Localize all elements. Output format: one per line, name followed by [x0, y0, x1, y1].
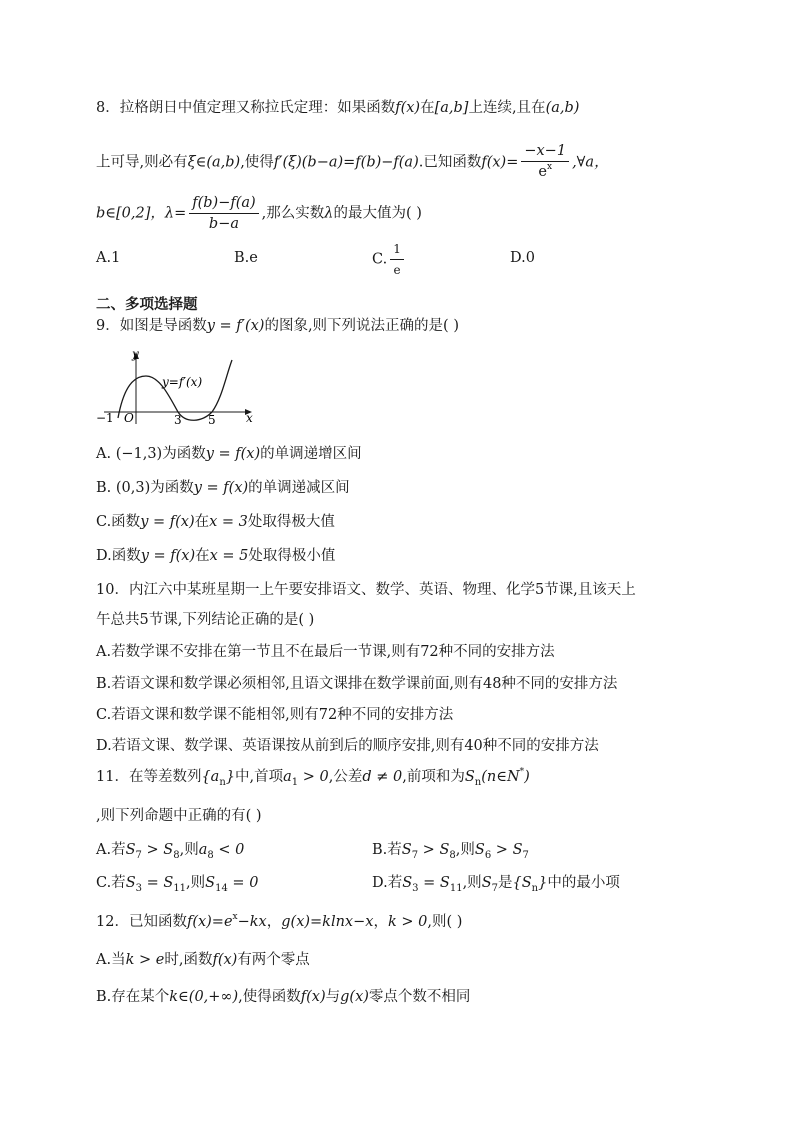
q11-sym: S: [125, 875, 136, 891]
x-axis-label: x: [246, 411, 253, 425]
q11-stem-line2: ,则下列命题中正确的有( ): [96, 808, 262, 824]
q12-text: 时,函数: [164, 952, 213, 968]
q11-op: >: [418, 842, 440, 858]
q8-option-d[interactable]: D.0: [510, 250, 535, 266]
q8-xi: ξ∈(a,b): [187, 154, 241, 171]
q10-option-a[interactable]: A.若数学课不安排在第一节且不在最后一节课,则有72种不同的安排方法: [96, 644, 555, 660]
q12-option-b-f: f(x): [300, 989, 326, 1005]
q8-option-c-fraction: [390, 240, 404, 279]
q11-sym: S: [125, 842, 136, 858]
q11-text: ,则: [455, 842, 475, 858]
q12-option-b-k: k∈(0,+∞): [169, 989, 239, 1005]
q12-option-a[interactable]: [96, 950, 310, 970]
q10-option-c[interactable]: C.若语文课和数学课不能相邻,则有72种不同的安排方法: [96, 707, 454, 723]
q11-option-d[interactable]: [372, 873, 620, 895]
q8-text: 在: [420, 100, 435, 116]
q9-text: 9．如图是导函数: [96, 318, 207, 334]
q9-option-c[interactable]: [96, 512, 335, 532]
q11-sym: S: [401, 842, 412, 858]
q11-sub: 8: [449, 850, 456, 861]
q12-text: ，: [266, 914, 282, 930]
q9-text: 的图象,则下列说法正确的是( ): [264, 318, 459, 334]
q8-text: 上可导,则必有: [96, 154, 188, 171]
q10-stem-line1: 10．内江六中某班星期一上午要安排语文、数学、英语、物理、化学5节课,且该天上: [96, 582, 636, 598]
q8-text: .已知函数: [418, 154, 482, 171]
derivative-curve: [118, 360, 232, 420]
q8-fx-eq: f(x)=: [481, 154, 519, 171]
q11-sym: S: [512, 842, 523, 858]
q11-a1: a: [283, 769, 292, 785]
q11-sub: 7: [135, 850, 142, 861]
q9-option-c-x: x = 3: [209, 514, 248, 530]
q11-text: ,公差: [328, 769, 363, 785]
q12-gx: g(x)=klnx−x: [281, 914, 374, 930]
q11-sn-star: *: [519, 767, 525, 777]
q8-fx: f(x): [395, 100, 421, 116]
q11-text: 中的最小项: [547, 875, 620, 891]
q8-lambda-fraction: [189, 194, 258, 233]
q12-text: ,使得函数: [238, 989, 301, 1005]
q11-sym: S: [439, 842, 450, 858]
q11-sym: {S: [512, 875, 532, 891]
q11-text: C.若: [96, 875, 126, 891]
q11-option-c[interactable]: [96, 873, 258, 895]
q8-frac-den-sup: x: [546, 162, 553, 172]
q11-sub: 8: [173, 850, 180, 861]
q9-text: 处取得极小值: [248, 548, 336, 564]
q9-text: 为函数: [150, 480, 194, 496]
q9-option-a-eq: y = f(x): [205, 446, 261, 462]
q8-mvt-equation: f′(ξ)(b−a)=f(b)−f(a): [273, 154, 419, 171]
q11-option-a[interactable]: [96, 840, 244, 862]
q11-text: ,则: [462, 875, 482, 891]
q12-option-a-f: f(x): [212, 952, 238, 968]
q8-frac-den: e: [538, 164, 547, 180]
q11-text: ,前项和为: [402, 769, 465, 785]
q8-closed-interval: [a,b]: [434, 100, 469, 116]
q8-forall: ,∀a，: [572, 154, 609, 171]
q11-text: 是: [498, 875, 513, 891]
q11-op: < 0: [213, 842, 245, 858]
q11-sym: S: [402, 875, 413, 891]
q8-text: 上连续,且在: [468, 100, 546, 116]
q11-stem-line1: [96, 767, 530, 789]
q11-op: =: [142, 875, 164, 891]
q9-option-d-x: x = 5: [209, 548, 249, 564]
q12-text: 有两个零点: [237, 952, 310, 968]
q11-sym: S: [163, 875, 174, 891]
q9-option-b-interval: B. (0,3): [96, 480, 151, 496]
q8-fraction: [521, 142, 569, 183]
q11-sn-close: ): [524, 769, 530, 785]
q11-seq-sub: n: [219, 777, 226, 788]
q12-option-b[interactable]: [96, 987, 470, 1007]
q11-op: = 0: [227, 875, 259, 891]
q12-k: k > 0: [387, 914, 428, 930]
q9-text: 的单调递减区间: [248, 480, 350, 496]
q8-stem-text: 8．拉格朗日中值定理又称拉氏定理：如果函数: [96, 100, 396, 116]
q10-option-d[interactable]: D.若语文课、数学课、英语课按从前到后的顺序安排,则有40种不同的安排方法: [96, 738, 599, 754]
q10-option-b[interactable]: B.若语文课和数学课必须相邻,且语文课排在数学课前面,则有48种不同的安排方法: [96, 676, 618, 692]
q8-lambda-den: b−a: [208, 216, 239, 232]
tick-3: 3: [174, 413, 182, 427]
q8-text: 的最大值为( ): [333, 205, 422, 222]
q12-text: A.当: [96, 952, 126, 968]
q12-option-a-k: k > e: [125, 952, 165, 968]
q11-text: B.若: [372, 842, 402, 858]
y-axis-label: y: [132, 347, 139, 361]
q9-text: 的单调递增区间: [260, 446, 362, 462]
q10-stem-line2: 午总共5节课,下列结论正确的是( ): [96, 612, 315, 628]
q9-text: 处取得极大值: [247, 514, 335, 530]
q8-option-c-num: 1: [390, 240, 404, 260]
q11-a1-sub: 1: [291, 777, 299, 788]
q12-option-b-g: g(x): [340, 989, 369, 1005]
q8-line3: [96, 194, 422, 233]
q11-text: D.若: [372, 875, 403, 891]
q9-option-c-eq: y = f(x): [140, 514, 195, 530]
q12-stem: [96, 912, 462, 934]
q12-text: 零点个数不相同: [368, 989, 471, 1005]
q11-sub: 7: [411, 850, 419, 861]
q11-op: >: [141, 842, 164, 858]
q11-option-b[interactable]: [372, 840, 529, 862]
q8-text: ,使得: [240, 154, 274, 171]
q12-text: 与: [325, 989, 341, 1005]
q9-stem: [96, 316, 459, 336]
q9-option-d[interactable]: [96, 546, 335, 566]
q9-text: 为函数: [162, 446, 206, 462]
q11-sym: a: [198, 842, 208, 858]
q11-text: 11．在等差数列: [96, 769, 202, 785]
q11-sn-paren: (n∈N: [481, 769, 520, 785]
q9-option-b[interactable]: [96, 478, 350, 498]
q12-fx: f(x)=e: [186, 914, 233, 930]
q11-d: d ≠ 0: [362, 769, 403, 785]
q12-fx-rest: −kx: [237, 914, 267, 930]
q11-sub: 7: [522, 850, 529, 861]
q11-text: 中,首项: [235, 769, 284, 785]
origin-label: O: [124, 411, 134, 425]
q9-text: 在: [195, 548, 210, 564]
q11-sub: 8: [207, 850, 214, 861]
q11-sub: 3: [135, 883, 142, 894]
q11-seq-close: }: [225, 769, 236, 785]
q9-option-a[interactable]: [96, 444, 362, 464]
q9-text: C.函数: [96, 514, 141, 530]
q9-option-a-interval: A. (−1,3): [96, 446, 163, 462]
q11-sn: S: [464, 769, 475, 785]
q11-sub: 14: [215, 883, 228, 894]
q9-derivative-graph: [94, 346, 264, 430]
q11-text: A.若: [96, 842, 126, 858]
section-heading: 二、多项选择题: [96, 297, 198, 313]
q11-sub: 11: [449, 883, 463, 894]
q8-line1: [96, 98, 579, 118]
q8-option-b[interactable]: B.e: [234, 250, 258, 266]
q8-lambda-eq: ，λ=: [150, 205, 187, 222]
q11-text: ,则: [186, 875, 206, 891]
q11-seq: {a: [201, 769, 220, 785]
q8-option-c-den: e: [393, 263, 401, 277]
q12-text: B.存在某个: [96, 989, 170, 1005]
q12-text: ,则( ): [427, 914, 463, 930]
q11-sub: 7: [491, 883, 498, 894]
q8-open-interval: (a,b): [545, 100, 580, 116]
q11-op: =: [418, 875, 440, 891]
q8-line2: [96, 142, 609, 183]
q8-b-range: b∈[0,2]: [96, 205, 151, 222]
tick-5: 5: [208, 413, 216, 427]
q8-option-c[interactable]: [372, 240, 407, 279]
q9-derivative-eq: y = f′(x): [206, 318, 265, 334]
q11-a1-rest: > 0: [298, 769, 329, 785]
q11-sn-sub: n: [474, 777, 482, 788]
q12-text: ，: [373, 914, 388, 930]
tick-neg1: −1: [96, 411, 114, 425]
q11-sym: S: [163, 842, 174, 858]
q9-option-b-eq: y = f(x): [193, 480, 249, 496]
q8-lambda-num: f(b)−f(a): [189, 194, 258, 214]
q11-text: ,则: [179, 842, 199, 858]
q11-sym: S: [474, 842, 485, 858]
q12-text: 12．已知函数: [96, 914, 187, 930]
q8-option-c-prefix: C.: [372, 251, 388, 268]
curve-label: y=f′(x): [162, 375, 203, 389]
q8-text: ,那么实数: [261, 205, 325, 222]
q8-lambda: λ: [324, 205, 334, 222]
q11-sym: S: [205, 875, 216, 891]
q8-frac-num: −x−1: [521, 142, 569, 162]
q9-text: 在: [194, 514, 210, 530]
q11-sub: 6: [484, 850, 492, 861]
q12-fx-sup: x: [232, 912, 238, 922]
q11-sym: }: [538, 875, 548, 891]
q11-sub: 3: [412, 883, 419, 894]
q11-sym: S: [481, 875, 492, 891]
q11-op: >: [491, 842, 513, 858]
q9-text: D.函数: [96, 548, 141, 564]
q9-option-d-eq: y = f(x): [140, 548, 196, 564]
q11-sym: S: [439, 875, 450, 891]
q11-sub: n: [531, 883, 539, 894]
q8-option-a[interactable]: A.1: [96, 250, 121, 266]
q11-sub: 11: [173, 883, 187, 894]
